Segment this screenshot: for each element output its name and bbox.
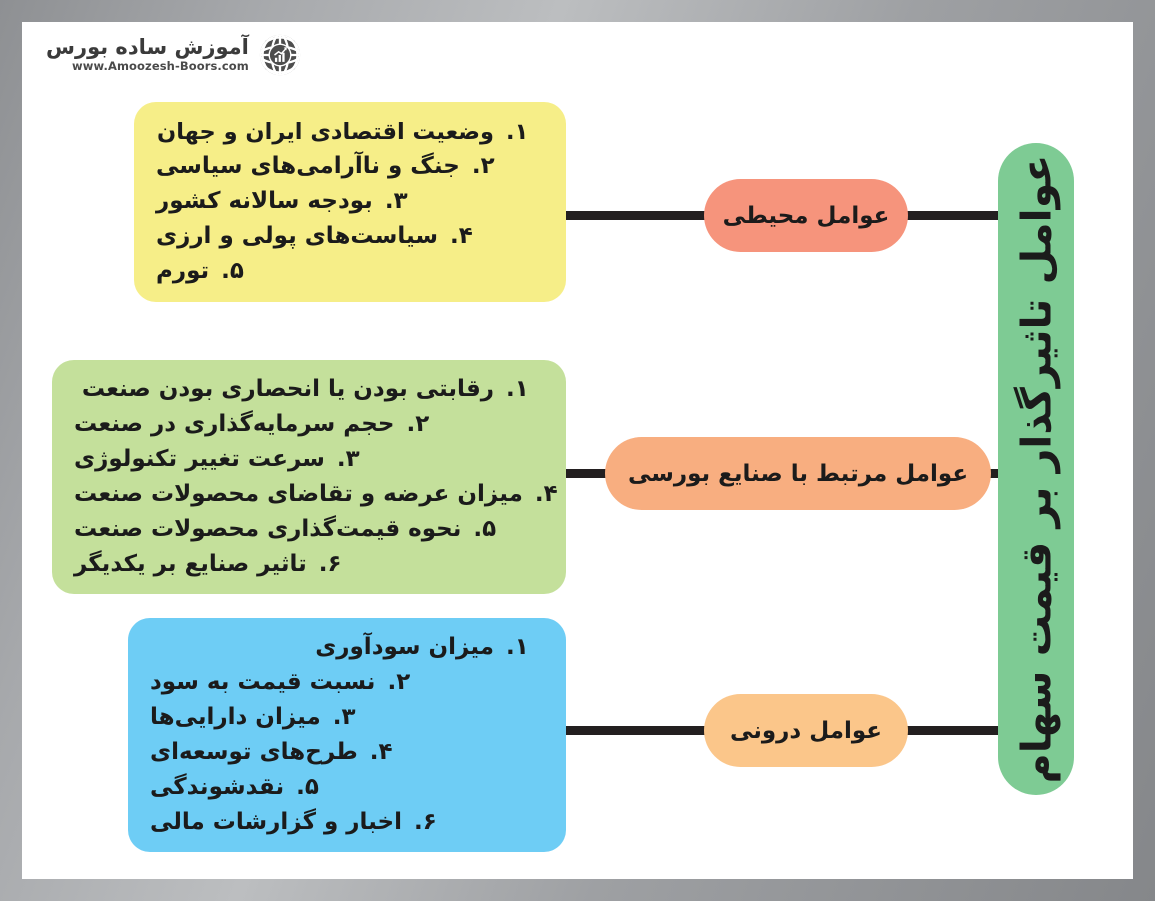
- node-industry-factors: [605, 437, 991, 510]
- list-item-number: ۲.: [406, 411, 430, 438]
- list-item-number: ۵.: [473, 515, 497, 542]
- globe-chart-icon: [257, 32, 303, 78]
- list-item-text: میزان سودآوری: [315, 634, 494, 661]
- root-node-label: عوامل تاثیرگذار بر قیمت سهام: [1012, 154, 1060, 784]
- brand-name-fa: آموزش ساده بورس: [46, 35, 249, 60]
- list-item-number: ۲.: [471, 153, 495, 180]
- list-item-number: ۴.: [450, 223, 473, 250]
- node-label: عوامل مرتبط با صنایع بورسی: [627, 460, 969, 487]
- list-item-number: ۳.: [336, 446, 360, 473]
- list-item-text: میزان عرضه و تقاضای محصولات صنعت: [74, 481, 523, 507]
- diagram-canvas: [22, 22, 1133, 879]
- list-item: [74, 477, 558, 512]
- connector-yellow-to-environmental: [561, 211, 709, 220]
- brand-logo: [46, 32, 303, 78]
- list-item-number: ۴.: [534, 481, 558, 507]
- list-item-text: نحوه قیمت‌گذاری محصولات صنعت: [74, 515, 462, 542]
- list-item-number: ۱.: [506, 634, 529, 661]
- node-label: عوامل محیطی: [722, 202, 890, 229]
- list-industry: [74, 372, 558, 582]
- list-item-number: ۲.: [387, 669, 411, 696]
- node-label: عوامل درونی: [729, 717, 883, 744]
- list-item: [74, 407, 540, 442]
- list-item: [156, 149, 540, 184]
- list-item: [156, 219, 540, 254]
- list-item-number: ۱.: [506, 376, 529, 403]
- list-item-text: تاثیر صنایع بر یکدیگر: [74, 550, 307, 577]
- list-item-number: ۳.: [332, 704, 356, 731]
- list-item-text: اخبار و گزارشات مالی: [150, 808, 403, 835]
- list-item-text: بودجه سالانه کشور: [156, 188, 373, 215]
- node-internal-factors: [704, 694, 908, 767]
- list-box-environmental: [134, 102, 566, 302]
- list-item: [74, 512, 540, 547]
- list-item-number: ۴.: [369, 739, 393, 765]
- list-internal: [150, 630, 540, 840]
- list-item-text: وضعیت اقتصادی ایران و جهان: [157, 119, 494, 145]
- list-item: [156, 184, 540, 219]
- list-item: [156, 115, 540, 149]
- list-item-text: جنگ و ناآرامی‌های سیاسی: [156, 153, 460, 180]
- list-environmental: [156, 115, 540, 289]
- connector-blue-to-internal: [561, 726, 709, 735]
- brand-wordmark: [46, 37, 249, 73]
- list-item-text: تورم: [156, 258, 210, 285]
- list-box-industry: [52, 360, 566, 594]
- list-item: [74, 372, 540, 407]
- list-item: [74, 547, 540, 582]
- list-item: [74, 442, 540, 477]
- list-item-number: ۶.: [318, 550, 342, 577]
- list-item: [150, 630, 540, 665]
- list-item-text: سرعت تغییر تکنولوژی: [74, 446, 325, 473]
- list-item: [150, 770, 540, 805]
- list-item: [150, 735, 540, 770]
- list-item-number: ۶.: [414, 808, 437, 835]
- list-item-number: ۱.: [506, 119, 529, 145]
- list-item: [150, 665, 540, 700]
- list-item-number: ۵.: [296, 773, 319, 800]
- node-environmental-factors: [704, 179, 908, 252]
- list-item-text: طرح‌های توسعه‌ای: [150, 739, 358, 765]
- list-item-text: سیاست‌های پولی و ارزی: [156, 223, 438, 250]
- list-item: [156, 254, 540, 289]
- list-box-internal: [128, 618, 566, 852]
- list-item-text: نقدشوندگی: [150, 773, 285, 800]
- list-item-number: ۳.: [384, 188, 408, 215]
- list-item-text: نسبت قیمت به سود: [150, 669, 376, 696]
- list-item-text: رقابتی بودن یا انحصاری بودن صنعت: [81, 376, 494, 403]
- list-item-number: ۵.: [221, 258, 244, 285]
- list-item: [150, 805, 540, 840]
- list-item-text: میزان دارایی‌ها: [150, 704, 321, 731]
- brand-url: www.Amoozesh-Boors.com: [72, 59, 249, 74]
- root-node-spine: [998, 143, 1074, 795]
- list-item: [150, 700, 540, 735]
- list-item-text: حجم سرمایه‌گذاری در صنعت: [74, 411, 395, 438]
